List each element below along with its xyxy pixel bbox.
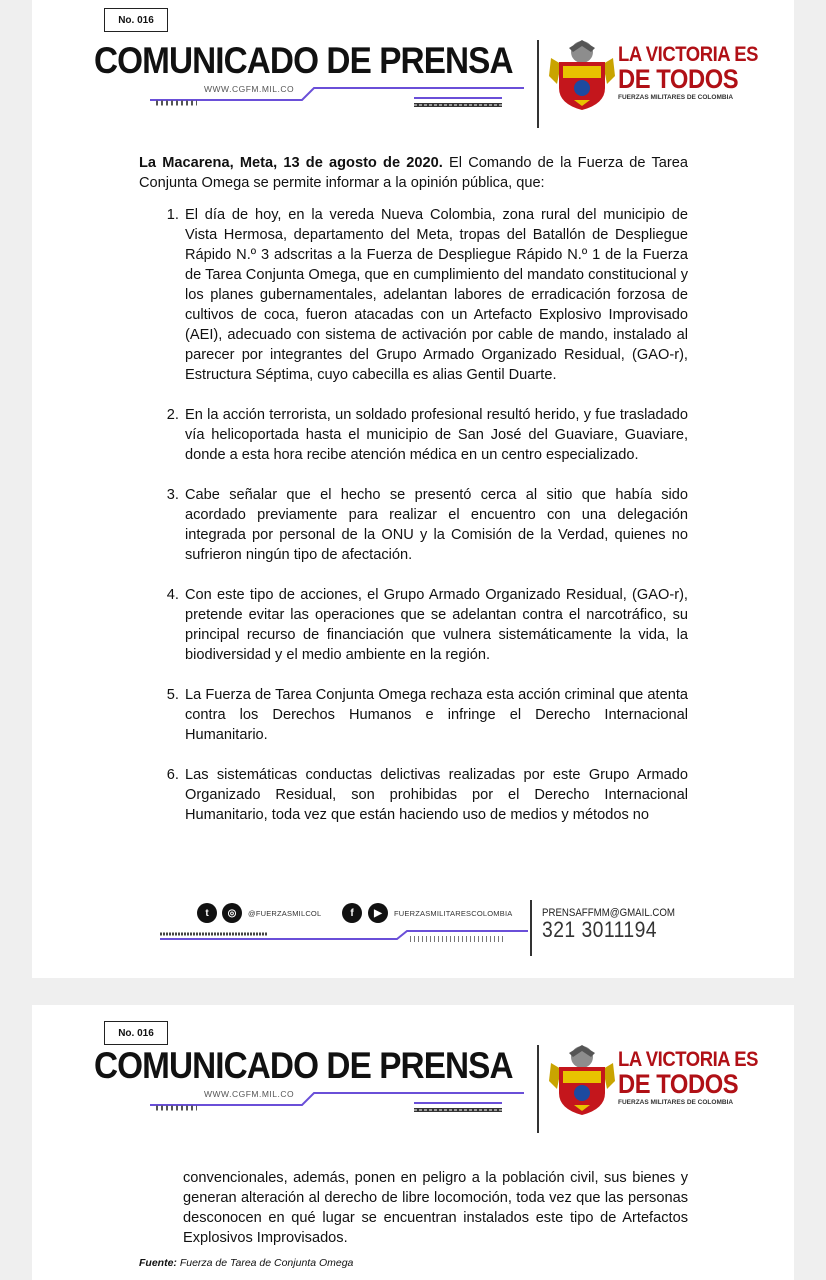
list-item: 2. En la acción terrorista, un soldado profesional resultó herido, y fue trasladado vía helicoportada hasta el municipio de San José del Guaviare, Guaviare, donde a esta hora recibe atención médica en un centro especializado. xyxy=(183,405,688,465)
instagram-icon: ◎ xyxy=(222,903,242,923)
military-crest-icon xyxy=(547,38,617,114)
bulletin-number: No. 016 xyxy=(104,8,168,32)
press-release-body xyxy=(139,153,688,825)
contact-phone: 321 3011194 xyxy=(542,917,658,942)
slogan-line-2: DE TODOS xyxy=(618,1069,739,1099)
slogan-line-2: DE TODOS xyxy=(618,64,739,94)
letterhead xyxy=(32,0,794,135)
header-divider xyxy=(537,40,539,128)
statement-list xyxy=(139,205,688,825)
document-title: COMUNICADO DE PRENSA xyxy=(94,40,513,81)
continuation-paragraph: convencionales, además, ponen en peligro a la población civil, sus bienes y generan alteración al derecho de libre locomoción, toda vez que las personas desconocen en qué lugar se encuentran instalados este tipo de Artefactos Explosivos Improvisados. xyxy=(183,1170,688,1246)
footer-decoration xyxy=(32,895,794,965)
slogan-line-3: FUERZAS MILITARES DE COLOMBIA xyxy=(618,1099,734,1106)
list-item: 4. Con este tipo de acciones, el Grupo Armado Organizado Residual, (GAO-r), pretende evitar las operaciones que se adelantan contra el narcotráfico, su principal recurso de financiación que vulnera sistemáticamente la vida, la biodiversidad y el medio ambiente en la región. xyxy=(183,585,688,665)
source-line xyxy=(139,1257,353,1269)
website-url: WWW.CGFM.MIL.CO xyxy=(204,84,295,94)
intro-text: El Comando de la Fuerza de Tarea Conjunta Omega se permite informar a la opinión pública, que: xyxy=(139,155,688,191)
contact-email: PRENSAFFMM@GMAIL.COM xyxy=(542,907,675,919)
social-handle: @FUERZASMILCOL xyxy=(248,909,322,918)
military-crest-icon xyxy=(547,1043,617,1119)
source-value: Fuerza de Tarea de Conjunta Omega xyxy=(176,1257,354,1269)
slogan xyxy=(618,1049,777,1107)
list-item: 5. La Fuerza de Tarea Conjunta Omega rechaza esta acción criminal que atenta contra los Derechos Humanos e infringe el Derecho Internacional Humanitario. xyxy=(183,685,688,745)
bulletin-number: No. 016 xyxy=(104,1021,168,1045)
intro-paragraph xyxy=(139,153,688,193)
header-divider xyxy=(537,1045,539,1133)
slogan xyxy=(618,44,777,102)
slogan-line-1: LA VICTORIA ES xyxy=(618,1048,758,1071)
social-handle: FUERZASMILITARESCOLOMBIA xyxy=(394,909,513,918)
twitter-icon: t xyxy=(197,903,217,923)
document-page-2 xyxy=(32,1005,794,1280)
list-item: 1. El día de hoy, en la vereda Nueva Colombia, zona rural del municipio de Vista Hermosa, departamento del Meta, tropas del Batallón de Despliegue Rápido N.º 3 adscritas a la Fuerza de Despliegue Rápido N.º 1 de la Fuerza de Tarea Conjunta Omega, que en cumplimiento del mandato constitucional y los planes gubernamentales, adelantan labores de erradicación forzosa de cultivos de coca, fueron atacadas con un Artefacto Explosivo Improvisado (AEI), adecuado con sistema de activación por cable de mando, instalado al parecer por integrantes del Grupo Armado Organizado Residual, (GAO-r), Estructura Séptima, cuyo cabecilla es alias Gentil Duarte. xyxy=(183,205,688,385)
list-item: 3. Cabe señalar que el hecho se presentó cerca al sitio que había sido acordado previamente para realizar el encuentro con una delegación integrada por personal de la ONU y la Comisión de la Verdad, quienes no sufrieron ningún tipo de afectación. xyxy=(183,485,688,565)
source-label: Fuente: xyxy=(139,1257,177,1269)
slogan-line-3: FUERZAS MILITARES DE COLOMBIA xyxy=(618,94,734,101)
document-title: COMUNICADO DE PRENSA xyxy=(94,1045,513,1086)
footer-divider xyxy=(530,900,532,956)
website-url: WWW.CGFM.MIL.CO xyxy=(204,1089,295,1099)
document-page-1 xyxy=(32,0,794,978)
facebook-icon: f xyxy=(342,903,362,923)
slogan-line-1: LA VICTORIA ES xyxy=(618,43,758,66)
youtube-icon: ▶ xyxy=(368,903,388,923)
letterhead xyxy=(32,1005,794,1140)
press-release-continuation xyxy=(139,1168,688,1248)
place-date: La Macarena, Meta, 13 de agosto de 2020. xyxy=(139,155,443,171)
footer xyxy=(32,895,794,965)
list-item: 6. Las sistemáticas conductas delictivas realizadas por este Grupo Armado Organizado Residual, son prohibidas por el Derecho Internacional Humanitario, toda vez que están haciendo uso de medios y métodos no xyxy=(183,765,688,825)
